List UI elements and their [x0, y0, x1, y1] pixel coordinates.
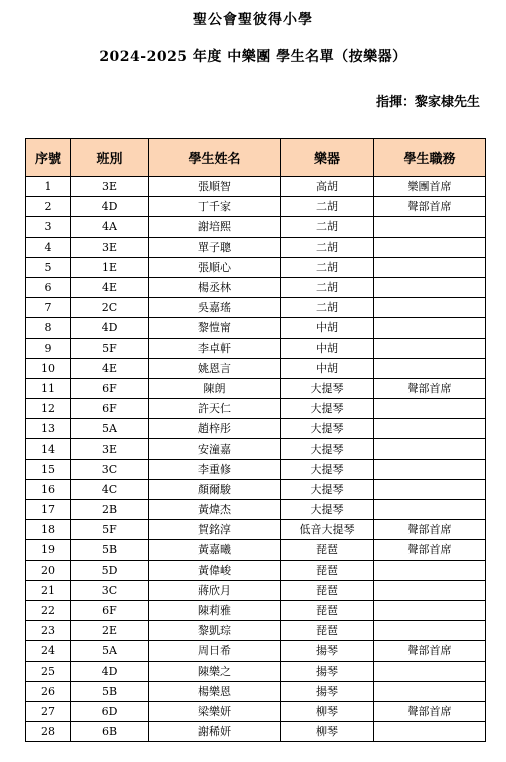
- cell-role: [374, 338, 486, 358]
- table-row: [26, 722, 486, 742]
- cell-role: [374, 500, 486, 520]
- cell-instrument: 琵琶: [281, 540, 374, 560]
- table-row: [26, 257, 486, 277]
- cell-class: 2E: [71, 621, 149, 641]
- document-subtitle: 2024-2025 年度 中樂團 學生名單（按樂器）: [99, 49, 407, 65]
- cell-role: [374, 439, 486, 459]
- table-row: [26, 177, 486, 197]
- cell-number: 26: [26, 681, 71, 701]
- cell-instrument: 二胡: [281, 257, 374, 277]
- cell-instrument: 二胡: [281, 197, 374, 217]
- table-row: [26, 298, 486, 318]
- cell-number: 16: [26, 479, 71, 499]
- cell-number: 3: [26, 217, 71, 237]
- cell-class: 5A: [71, 641, 149, 661]
- cell-number: 4: [26, 237, 71, 257]
- cell-number: 15: [26, 459, 71, 479]
- cell-number: 18: [26, 520, 71, 540]
- cell-instrument: 琵琶: [281, 560, 374, 580]
- cell-role: [374, 600, 486, 620]
- conductor-label: 指揮：黎家棣先生: [375, 95, 480, 110]
- cell-number: 1: [26, 177, 71, 197]
- cell-number: 6: [26, 277, 71, 297]
- cell-class: 5F: [71, 338, 149, 358]
- cell-number: 25: [26, 661, 71, 681]
- cell-role: [374, 318, 486, 338]
- cell-student-name: 姚恩言: [149, 358, 281, 378]
- table-row: [26, 197, 486, 217]
- cell-class: 4E: [71, 358, 149, 378]
- table-row: [26, 701, 486, 721]
- cell-role: 聲部首席: [374, 378, 486, 398]
- cell-number: 22: [26, 600, 71, 620]
- cell-role: [374, 419, 486, 439]
- cell-instrument: 大提琴: [281, 399, 374, 419]
- cell-student-name: 趙梓彤: [149, 419, 281, 439]
- cell-number: 21: [26, 580, 71, 600]
- cell-class: 2C: [71, 298, 149, 318]
- cell-instrument: 高胡: [281, 177, 374, 197]
- cell-class: 4A: [71, 217, 149, 237]
- cell-instrument: 二胡: [281, 237, 374, 257]
- cell-instrument: 大提琴: [281, 419, 374, 439]
- cell-student-name: 黎凱琮: [149, 621, 281, 641]
- cell-instrument: 大提琴: [281, 378, 374, 398]
- cell-class: 3E: [71, 177, 149, 197]
- cell-number: 2: [26, 197, 71, 217]
- cell-class: 6D: [71, 701, 149, 721]
- cell-role: [374, 661, 486, 681]
- cell-role: 聲部首席: [374, 540, 486, 560]
- cell-role: [374, 621, 486, 641]
- cell-class: 6B: [71, 722, 149, 742]
- table-row: [26, 318, 486, 338]
- cell-instrument: 柳琴: [281, 722, 374, 742]
- cell-class: 3E: [71, 439, 149, 459]
- cell-student-name: 單子聰: [149, 237, 281, 257]
- cell-role: 聲部首席: [374, 197, 486, 217]
- cell-instrument: 二胡: [281, 298, 374, 318]
- table-row: [26, 217, 486, 237]
- cell-number: 8: [26, 318, 71, 338]
- cell-student-name: 謝稀妍: [149, 722, 281, 742]
- cell-number: 13: [26, 419, 71, 439]
- table-row: [26, 338, 486, 358]
- table-row: [26, 237, 486, 257]
- cell-role: [374, 358, 486, 378]
- cell-instrument: 中胡: [281, 318, 374, 338]
- cell-class: 4D: [71, 318, 149, 338]
- cell-instrument: 中胡: [281, 358, 374, 378]
- cell-class: 6F: [71, 378, 149, 398]
- cell-instrument: 大提琴: [281, 439, 374, 459]
- cell-instrument: 二胡: [281, 277, 374, 297]
- cell-student-name: 賀銘淳: [149, 520, 281, 540]
- cell-student-name: 吳嘉瑤: [149, 298, 281, 318]
- header-row: [26, 139, 486, 177]
- table-row: [26, 277, 486, 297]
- table-header: [26, 139, 486, 177]
- cell-student-name: 楊樂恩: [149, 681, 281, 701]
- cell-role: [374, 560, 486, 580]
- cell-instrument: 二胡: [281, 217, 374, 237]
- table-row: [26, 560, 486, 580]
- cell-student-name: 黃偉峻: [149, 560, 281, 580]
- table-row: [26, 600, 486, 620]
- cell-role: [374, 257, 486, 277]
- column-header-student-name: 學生姓名: [149, 139, 281, 177]
- cell-student-name: 陳朗: [149, 378, 281, 398]
- column-header-class: 班別: [71, 139, 149, 177]
- cell-class: 1E: [71, 257, 149, 277]
- cell-student-name: 梁樂妍: [149, 701, 281, 721]
- cell-role: [374, 399, 486, 419]
- cell-student-name: 顏爾駿: [149, 479, 281, 499]
- cell-instrument: 揚琴: [281, 681, 374, 701]
- cell-class: 3C: [71, 459, 149, 479]
- cell-number: 11: [26, 378, 71, 398]
- table-row: [26, 681, 486, 701]
- cell-instrument: 中胡: [281, 338, 374, 358]
- cell-class: 4D: [71, 197, 149, 217]
- cell-instrument: 低音大提琴: [281, 520, 374, 540]
- cell-student-name: 張順智: [149, 177, 281, 197]
- cell-instrument: 琵琶: [281, 621, 374, 641]
- cell-role: [374, 217, 486, 237]
- table-row: [26, 459, 486, 479]
- cell-role: [374, 580, 486, 600]
- cell-instrument: 揚琴: [281, 641, 374, 661]
- cell-role: 樂團首席: [374, 177, 486, 197]
- cell-student-name: 安潼嘉: [149, 439, 281, 459]
- table-row: [26, 439, 486, 459]
- cell-number: 28: [26, 722, 71, 742]
- cell-student-name: 許天仁: [149, 399, 281, 419]
- cell-number: 27: [26, 701, 71, 721]
- table-row: [26, 500, 486, 520]
- table-row: [26, 399, 486, 419]
- table-row: [26, 378, 486, 398]
- cell-student-name: 張順心: [149, 257, 281, 277]
- cell-student-name: 蔣欣月: [149, 580, 281, 600]
- table-row: [26, 580, 486, 600]
- cell-student-name: 黃煒杰: [149, 500, 281, 520]
- cell-class: 2B: [71, 500, 149, 520]
- cell-role: 聲部首席: [374, 641, 486, 661]
- cell-student-name: 陳樂之: [149, 661, 281, 681]
- cell-student-name: 陳莉雅: [149, 600, 281, 620]
- cell-number: 12: [26, 399, 71, 419]
- cell-class: 4E: [71, 277, 149, 297]
- cell-number: 14: [26, 439, 71, 459]
- student-roster-table: [25, 138, 486, 742]
- cell-role: [374, 681, 486, 701]
- cell-student-name: 黎愷甯: [149, 318, 281, 338]
- cell-instrument: 琵琶: [281, 580, 374, 600]
- cell-class: 3E: [71, 237, 149, 257]
- cell-student-name: 謝培熙: [149, 217, 281, 237]
- table-row: [26, 520, 486, 540]
- cell-student-name: 黃嘉曦: [149, 540, 281, 560]
- cell-role: [374, 722, 486, 742]
- cell-class: 6F: [71, 600, 149, 620]
- cell-number: 23: [26, 621, 71, 641]
- cell-number: 7: [26, 298, 71, 318]
- cell-number: 19: [26, 540, 71, 560]
- cell-role: [374, 237, 486, 257]
- cell-instrument: 琵琶: [281, 600, 374, 620]
- cell-role: [374, 459, 486, 479]
- cell-number: 17: [26, 500, 71, 520]
- cell-role: [374, 479, 486, 499]
- column-header-number: 序號: [26, 139, 71, 177]
- cell-number: 24: [26, 641, 71, 661]
- cell-instrument: 大提琴: [281, 479, 374, 499]
- cell-student-name: 李重修: [149, 459, 281, 479]
- table-row: [26, 661, 486, 681]
- cell-class: 5D: [71, 560, 149, 580]
- column-header-role: 學生職務: [374, 139, 486, 177]
- table-body: [26, 177, 486, 742]
- cell-class: 5B: [71, 681, 149, 701]
- table-row: [26, 641, 486, 661]
- cell-role: 聲部首席: [374, 520, 486, 540]
- table-row: [26, 540, 486, 560]
- cell-class: 5B: [71, 540, 149, 560]
- column-header-instrument: 樂器: [281, 139, 374, 177]
- cell-student-name: 李卓軒: [149, 338, 281, 358]
- cell-role: 聲部首席: [374, 701, 486, 721]
- cell-number: 5: [26, 257, 71, 277]
- school-name: 聖公會聖彼得小學: [193, 12, 313, 28]
- cell-instrument: 大提琴: [281, 459, 374, 479]
- cell-student-name: 楊丞林: [149, 277, 281, 297]
- cell-instrument: 大提琴: [281, 500, 374, 520]
- cell-class: 4C: [71, 479, 149, 499]
- cell-role: [374, 277, 486, 297]
- cell-class: 5F: [71, 520, 149, 540]
- cell-number: 20: [26, 560, 71, 580]
- cell-class: 6F: [71, 399, 149, 419]
- cell-number: 9: [26, 338, 71, 358]
- cell-instrument: 柳琴: [281, 701, 374, 721]
- cell-student-name: 周日希: [149, 641, 281, 661]
- cell-instrument: 揚琴: [281, 661, 374, 681]
- cell-class: 4D: [71, 661, 149, 681]
- cell-role: [374, 298, 486, 318]
- table-row: [26, 419, 486, 439]
- cell-student-name: 丁千家: [149, 197, 281, 217]
- table-row: [26, 358, 486, 378]
- table-row: [26, 479, 486, 499]
- cell-class: 3C: [71, 580, 149, 600]
- cell-class: 5A: [71, 419, 149, 439]
- cell-number: 10: [26, 358, 71, 378]
- table-row: [26, 621, 486, 641]
